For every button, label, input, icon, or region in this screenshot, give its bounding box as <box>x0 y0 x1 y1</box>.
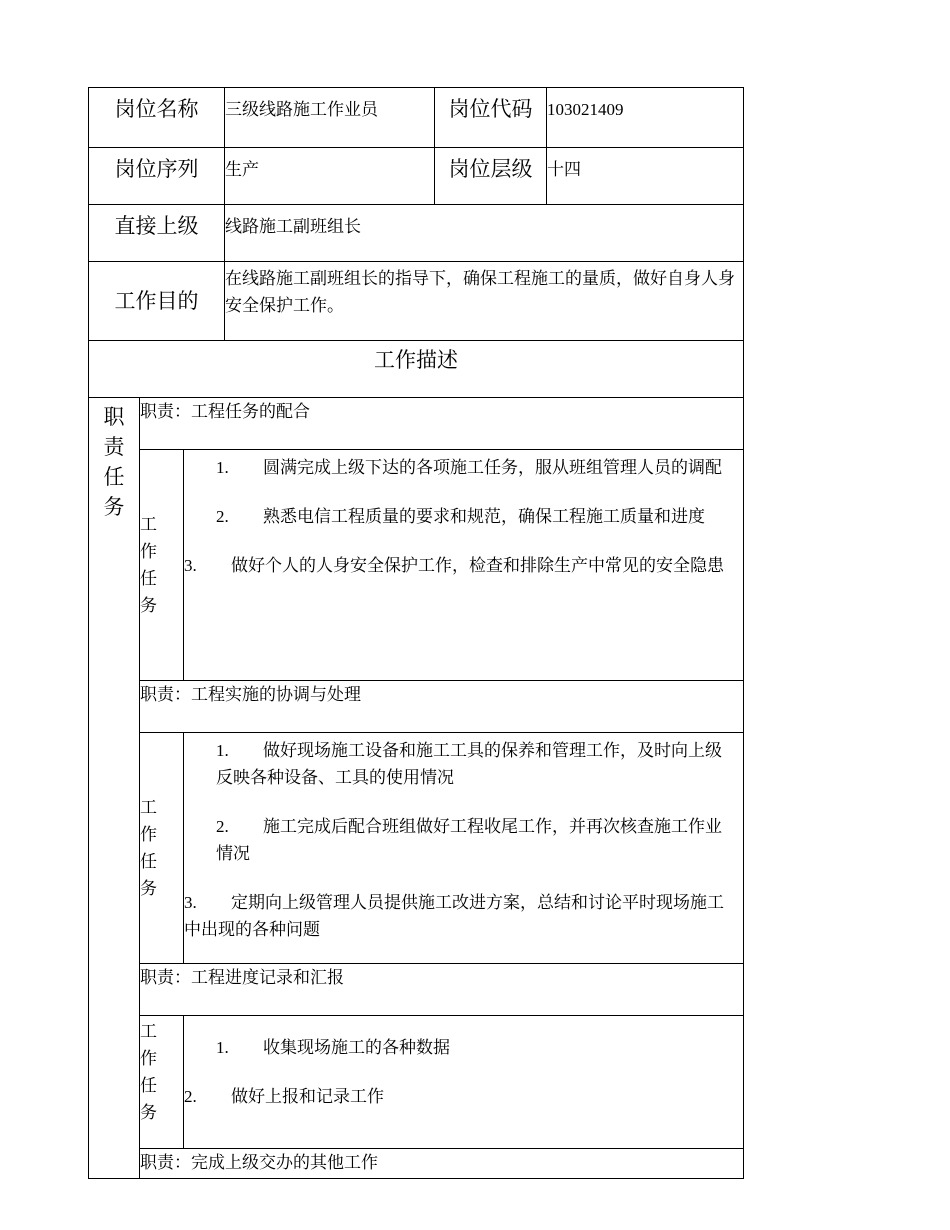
sequence-value: 生产 <box>225 148 435 205</box>
level-value: 十四 <box>547 148 744 205</box>
duty-2-title: 职责：工程实施的协调与处理 <box>140 681 744 733</box>
sequence-label: 岗位序列 <box>89 148 225 205</box>
position-code-label: 岗位代码 <box>435 88 547 148</box>
purpose-value: 在线路施工副班组长的指导下，确保工程施工的量质，做好自身人身安全保护工作。 <box>225 262 744 341</box>
task-vertical-label: 工 作 任 务 <box>140 450 184 681</box>
position-name-value: 三级线路施工作业员 <box>225 88 435 148</box>
duty-vertical-label: 职 责 任 务 <box>89 398 140 1179</box>
task-item: 3. 定期向上级管理人员提供施工改进方案，总结和讨论平时现场施工中出现的各种问题 <box>184 893 724 939</box>
task-vertical-label: 工 作 任 务 <box>140 733 184 964</box>
task-item: 1. 收集现场施工的各种数据 <box>216 1038 450 1057</box>
duty-1-task-list <box>184 450 744 681</box>
duty-3-task-list <box>184 1016 744 1149</box>
purpose-label: 工作目的 <box>89 262 225 341</box>
supervisor-label: 直接上级 <box>89 205 225 262</box>
duty-2-title-row <box>89 681 744 733</box>
duty-2-tasks-row <box>89 733 744 964</box>
header-row-name <box>89 88 744 148</box>
description-title: 工作描述 <box>89 341 744 398</box>
header-row-supervisor <box>89 205 744 262</box>
position-name-label: 岗位名称 <box>89 88 225 148</box>
duty-2-task-list <box>184 733 744 964</box>
position-code-value: 103021409 <box>547 88 744 148</box>
task-item: 1. 做好现场施工设备和施工工具的保养和管理工作，及时向上级反映各种设备、工具的使用情况 <box>216 741 722 787</box>
duty-1-tasks-row <box>89 450 744 681</box>
header-row-sequence <box>89 148 744 205</box>
task-item: 3. 做好个人的人身安全保护工作，检查和排除生产中常见的安全隐患 <box>184 556 724 575</box>
supervisor-value: 线路施工副班组长 <box>225 205 744 262</box>
description-title-row <box>89 341 744 398</box>
task-item: 2. 施工完成后配合班组做好工程收尾工作，并再次核查施工作业情况 <box>216 817 722 863</box>
job-description-table <box>88 87 744 1179</box>
task-item: 2. 做好上报和记录工作 <box>184 1087 384 1106</box>
duty-4-title-row <box>89 1149 744 1179</box>
task-item: 1. 圆满完成上级下达的各项施工任务，服从班组管理人员的调配 <box>216 458 722 477</box>
duty-3-title-row <box>89 964 744 1016</box>
task-item: 2. 熟悉电信工程质量的要求和规范，确保工程施工质量和进度 <box>216 507 705 526</box>
duty-3-tasks-row <box>89 1016 744 1149</box>
duty-4-title: 职责：完成上级交办的其他工作 <box>140 1149 744 1179</box>
duty-1-title: 职责：工程任务的配合 <box>140 398 744 450</box>
duty-3-title: 职责：工程进度记录和汇报 <box>140 964 744 1016</box>
duty-1-title-row <box>89 398 744 450</box>
header-row-purpose <box>89 262 744 341</box>
level-label: 岗位层级 <box>435 148 547 205</box>
task-vertical-label: 工 作 任 务 <box>140 1016 184 1149</box>
